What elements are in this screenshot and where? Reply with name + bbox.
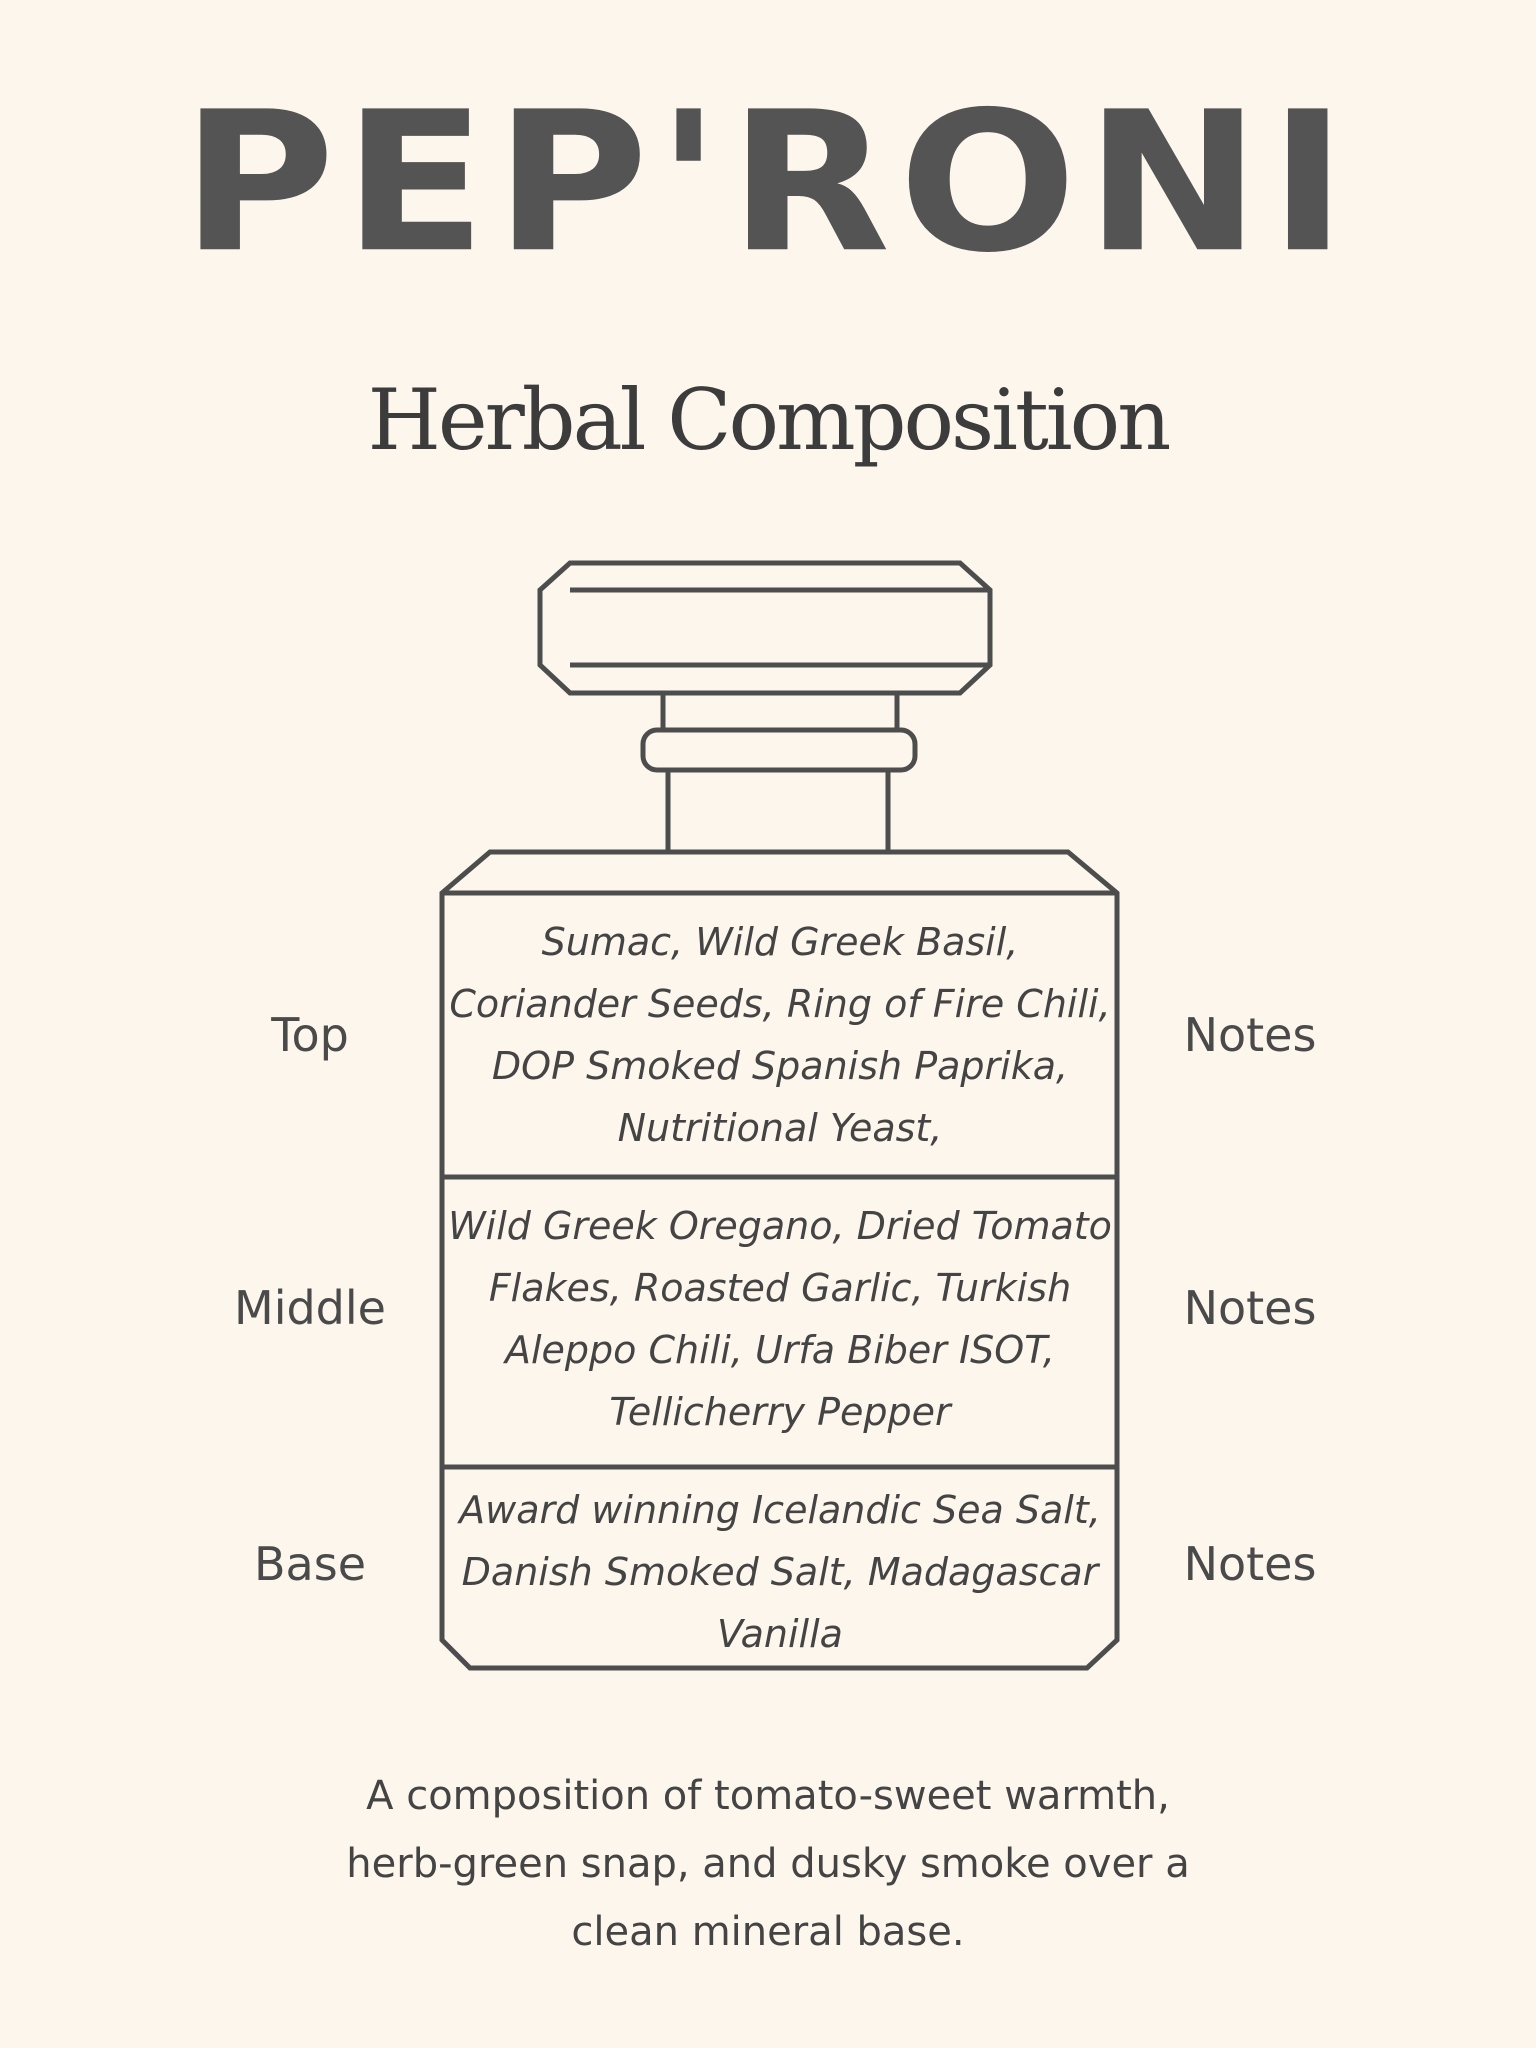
middle-notes-label: Middle	[234, 1281, 386, 1335]
bottle-cap	[540, 563, 990, 693]
base-notes-suffix: Notes	[1183, 1537, 1317, 1591]
base-notes-label: Base	[253, 1537, 366, 1591]
base-notes-ingredients: Award winning Icelandic Sea Salt, Danish Smoked Salt, Madagascar Vanilla	[459, 1488, 1101, 1656]
bottle-collar	[643, 730, 915, 770]
composition-description: A composition of tomato-sweet warmth, herb-green snap, and dusky smoke over a clean mineral base.	[346, 1773, 1190, 1955]
top-notes-ingredients: Sumac, Wild Greek Basil, Coriander Seeds, Ring of Fire Chili, DOP Smoked Spanish Paprika, Nutritional Yeast,	[449, 920, 1111, 1150]
middle-notes-suffix: Notes	[1183, 1281, 1317, 1335]
middle-notes-ingredients: Wild Greek Oregano, Dried Tomato Flakes, Roasted Garlic, Turkish Aleppo Chili, Urfa Biber ISOT, Tellicherry Pepper	[448, 1204, 1112, 1434]
brand-logo: PEP'RONI	[181, 69, 1355, 296]
top-notes-label: Top	[271, 1008, 349, 1062]
page-title: Herbal Composition	[367, 371, 1169, 469]
top-notes-suffix: Notes	[1183, 1008, 1317, 1062]
